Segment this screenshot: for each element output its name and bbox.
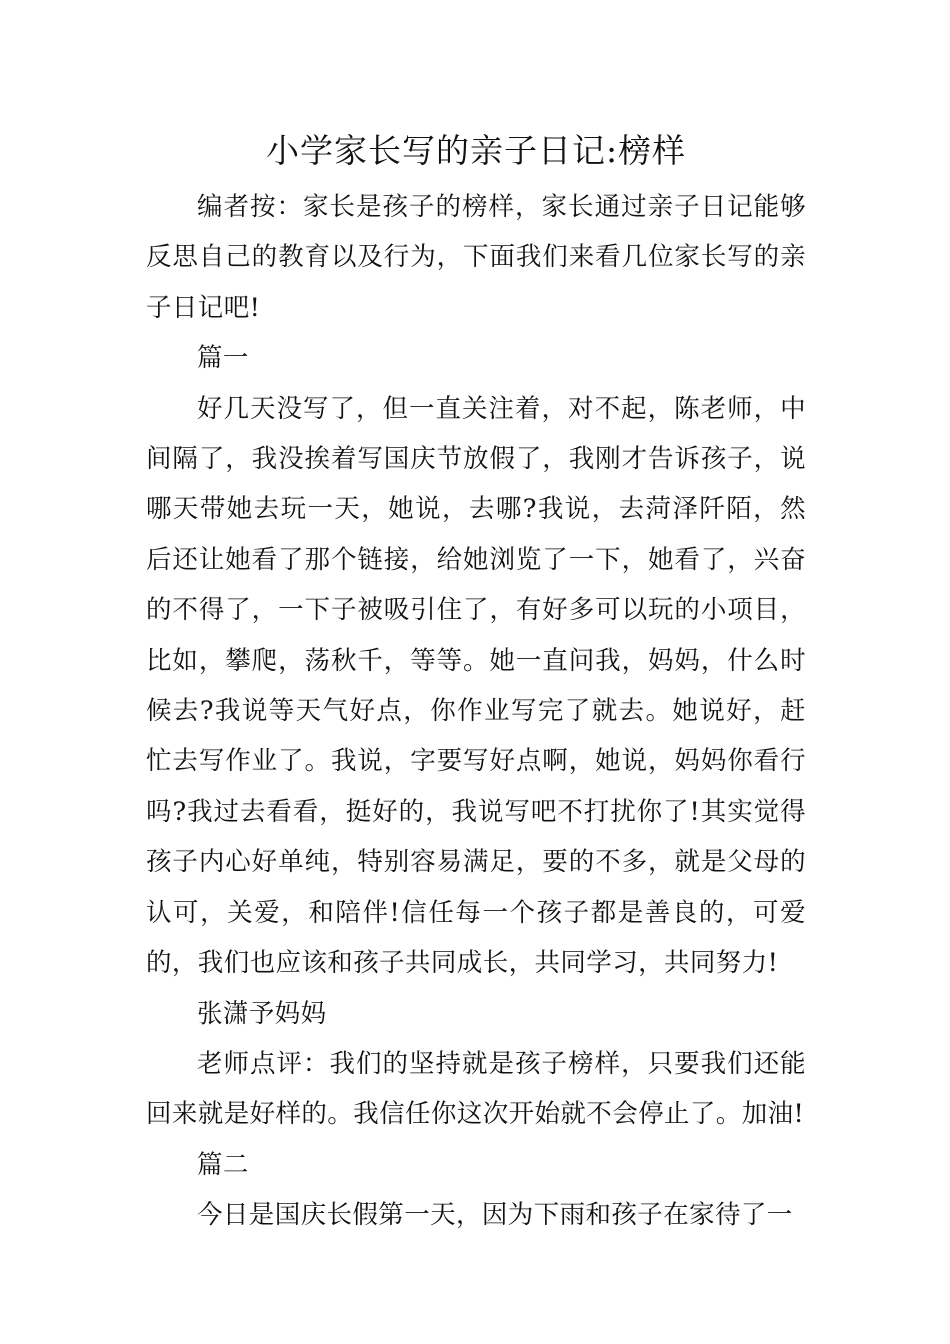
document-title: 小学家长写的亲子日记:榜样: [265, 131, 687, 170]
diary-paragraph-1: 好几天没写了，但一直关注着，对不起，陈老师，中间隔了，我没挨着写国庆节放假了，我刚才告诉孩子，说哪天带她去玩一天，她说，去哪?我说，去菏泽阡陌，然后还让她看了那个链接，给她浏览了一下，她看了，兴奋的不得了，一下子被吸引住了，有好多可以玩的小项目，比如，攀爬，荡秋千，等等。她一直问我，妈妈，什么时候去?我说等天气好点，你作业写完了就去。她说好，赶忙去写作业了。我说，字要写好点啊，她说，妈妈你看行吗?我过去看看，挺好的，我说写吧不打扰你了!其实觉得孩子内心好单纯，特别容易满足，要的不多，就是父母的认可，关爱，和陪伴!信任每一个孩子都是善良的，可爱的，我们也应该和孩子共同成长，共同学习，共同努力!: [146, 393, 806, 979]
section-heading-2: 篇二: [197, 1149, 249, 1180]
editor-note-paragraph: 编者按：家长是孩子的榜样，家长通过亲子日记能够反思自己的教育以及行为，下面我们来看几位家长写的亲子日记吧!: [146, 192, 806, 323]
teacher-comment-paragraph: 老师点评：我们的坚持就是孩子榜样，只要我们还能回来就是好样的。我信任你这次开始就不会停止了。加油!: [146, 1048, 806, 1130]
document-page: [146, 128, 806, 1241]
author-signature: 张潇予妈妈: [197, 998, 327, 1029]
diary-paragraph-2: 今日是国庆长假第一天，因为下雨和孩子在家待了一: [197, 1200, 793, 1231]
section-heading-1: 篇一: [197, 343, 249, 374]
